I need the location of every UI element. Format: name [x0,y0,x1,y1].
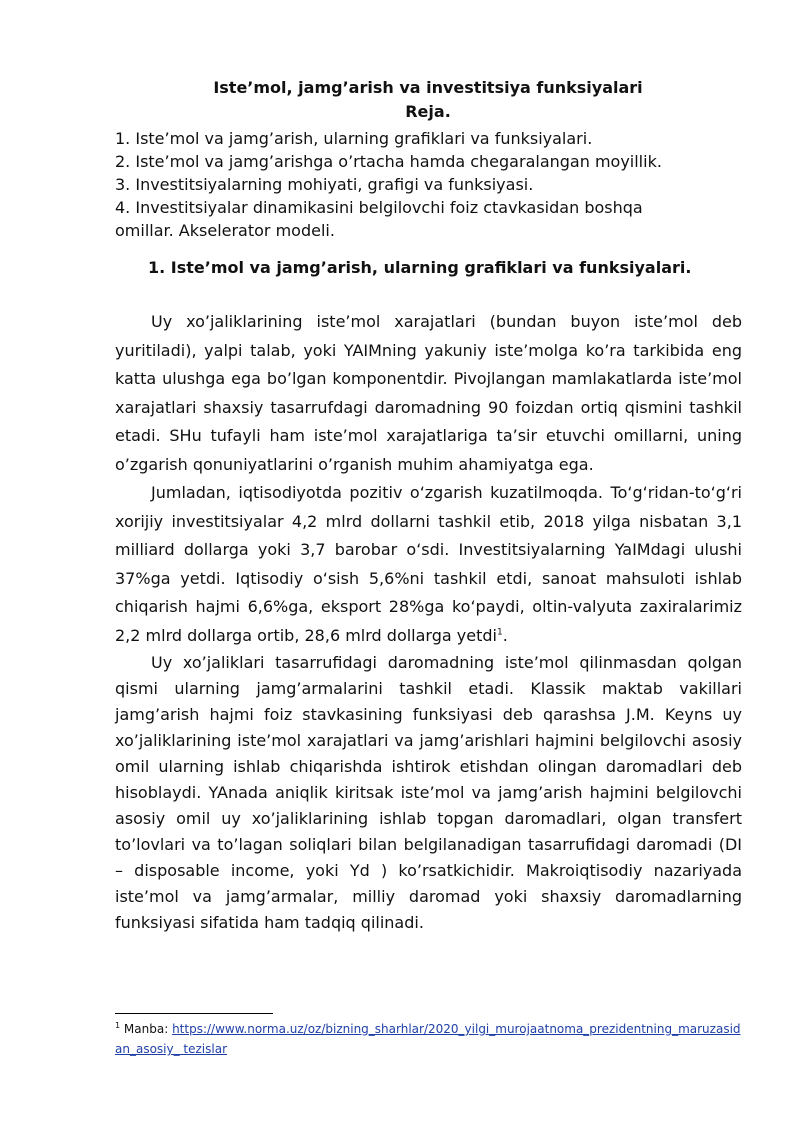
footnote [115,1019,742,1059]
footnote-reference[interactable]: 1 [496,627,503,638]
paragraph-end: . [502,625,508,645]
body-text [115,308,742,936]
paragraph: Uy xo’jaliklari tasarrufidagi daromadning iste’mol qilinmasdan qolgan qismi ularning jamg’armalarini tashkil etadi. Klassik maktab vakillari jamg’arish hajmi foiz stavkasining funksiyasi deb qarashsa J.M. Keyns uy xo’jaliklarining iste’mol xarajatlari va jamg’arishlari hajmini belgilovchi asosiy omil ularning ishlab chiqarishda ishtirok etishdan olingan daromadlari deb hisoblaydi. YAnada aniqlik kiritsak iste’mol va jamg’arish hajmini belgilovchi asosiy omil uy xo’jaliklarining ishlab topgan daromadlari, olgan transfert to’lovlari va to’lagan soliqlari bilan belgilanadigan tasarrufidagi daromadi (DI – disposable income, yoki Yd ) ko’rsatkichidir. Makroiqtisodiy nazariyada iste’mol va jamg’armalar, milliy daromad yoki shaxsiy daromadlarning funksiyasi sifatida ham tadqiq qilinadi. [115,653,742,932]
section-heading: 1. Iste’mol va jamg’arish, ularning grafiklari va funksiyalari. [148,258,692,277]
footnote-marker: 1 [115,1021,121,1030]
plan-item: 3. Investitsiyalarning mohiyati, grafigi va funksiyasi. [115,175,534,194]
footnote-label: Manba: [120,1022,173,1036]
plan-heading: Reja. [405,102,451,121]
paragraph [115,479,742,650]
plan-item: 1. Iste’mol va jamg’arish, ularning grafiklari va funksiyalari. [115,129,593,148]
plan-item: 2. Iste’mol va jamg’arishga o’rtacha hamda chegaralangan moyillik. [115,152,662,171]
plan-item: 4. Investitsiyalar dinamikasini belgilovchi foiz ctavkasidan boshqa [115,198,643,217]
plan-item: omillar. Akselerator modeli. [115,221,335,240]
footnote-source-link[interactable]: https://www.norma.uz/oz/bizning_sharhlar/2020_yilgi_murojaatnoma_prezidentning_maruzasidan_asosiy_ tezislar [115,1022,741,1056]
plan-list [115,127,735,242]
paragraph-text: Jumladan, iqtisodiyotda pozitiv o‘zgarish kuzatilmoqda. To‘g‘ridan-to‘g‘ri xorijiy investitsiyalar 4,2 mlrd dollarni tashkil etib, 2018 yilga nisbatan 3,1 milliard dollarga yoki 3,7 barobar o‘sdi. Investitsiyalarning YaIMdagi ulushi 37%ga yetdi. Iqtisodiy o‘sish 5,6%ni tashkil etdi, sanoat mahsuloti ishlab chiqarish hajmi 6,6%ga, eksport 28%ga ko‘paydi, oltin-valyuta zaxiralarimiz 2,2 mlrd dollarga ortib, 28,6 mlrd dollarga yetdi [115,483,742,645]
footnote-separator [115,1013,273,1014]
paragraph: Uy xo’jaliklarining iste’mol xarajatlari (bundan buyon iste’mol deb yuritiladi), yalpi talab, yoki YAIMning yakuniy iste’molga ko’ra tarkibida eng katta ulushga ega bo’lgan komponentdir. Pivojlangan mamlakatlarda iste’mol xarajatlari shaxsiy tasarrufdagi daromadning 90 foizdan ortiq qismini tashkil etadi. SHu tufayli ham iste’mol xarajatlariga ta’sir etuvchi omillarni, uning o’zgarish qonuniyatlarini o’rganish muhim ahamiyatga ega. [115,312,742,474]
document-title: Iste’mol, jamg’arish va investitsiya funksiyalari [213,78,643,97]
